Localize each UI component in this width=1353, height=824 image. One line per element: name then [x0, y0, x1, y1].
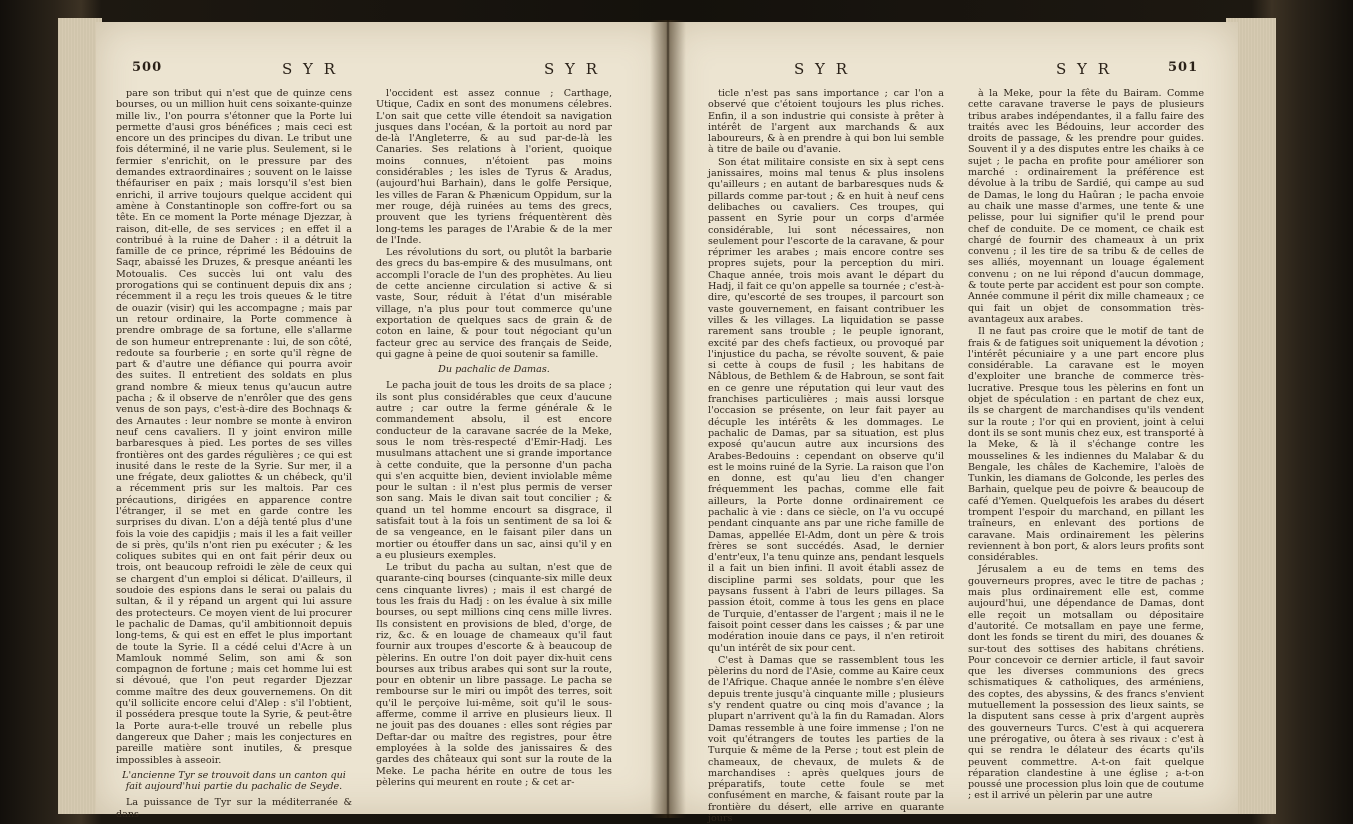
right-column-2: [968, 88, 1204, 803]
running-head: S Y R: [1056, 60, 1113, 78]
paragraph: Son état militaire consiste en six à sept cens janissaires, moins mal tenus & plus insolens qu'ailleurs ; en autant de barbaresques nuds & pillards comme par-tout ; & en huit à neuf cens delibaches ou cavaliers. Ces troupes, qui passent en Syrie pour un corps d'armée considérable, lui sont nécessaires, non seulement pour l'escorte de la caravane, & pour réprimer les arabes ; mais encore contre ses propres sujets, pour la perception du miri. Chaque année, trois mois avant le départ du Hadj, il fait ce qu'on appelle sa tournée ; c'est-à-dire, qu'escorté de ses troupes, il parcourt son vaste gouvernement, en faisant contribuer les villes & les villages. La liquidation se passe rarement sans trouble ; le peuple ignorant, excité par des chefs factieux, ou provoqué par l'injustice du pacha, se révolte souvent, & paie si cette à coups de fusil ; les habitans de Nâblous, de Bethlem & de Habroun, se sont fait en ce genre une réputation qui leur vaut des franchises particulières ; mais aussi lorsque l'occasion se présente, on leur fait payer au décuple les intérêts & les dommages. Le pachalic de Damas, par sa situation, est plus exposé qu'aucun autre aux incursions des Arabes-Bedouins : cependant on observe qu'il est le moins ruiné de la Syrie. La raison que l'on en donne, est qu'au lieu d'en changer fréquemment les pachas, comme elle fait ailleurs, la Porte donne ordinairement ce pachalic à vie : dans ce siècle, on l'a vu occupé pendant cinquante ans par une riche famille de Damas, appellée El-Adm, dont un père & trois frères se sont succédés. Asad, le dernier d'entr'eux, l'a tenu quinze ans, pendant lesquels il a fait un bien infini. Il avoit établi assez de discipline parmi ses soldats, pour que les paysans fussent à l'abri de leurs pillages. Sa passion étoit, comme à tous les gens en place de Turquie, d'entasser de l'argent ; mais il ne le faisoit point cesser dans les caisses ; & par une modération inouie dans ce pays, il n'en retiroit qu'un intérêt de six pour cent.: [708, 156, 944, 654]
paragraph: ticle n'est pas sans importance ; car l'on a observé que c'étoient toujours les plus riches. Enfin, il a son industrie qui consiste à prêter à intérêt de l'argent aux marchands & aux laboureurs, & à en prendre à qui bon lui semble à titre de baile ou d'avanie.: [708, 88, 944, 156]
paragraph: Le pacha jouit de tous les droits de sa place ; ils sont plus considérables que ceux d'aucune autre ; car outre la ferme générale & le commandement absolu, il est encore conducteur de la caravane sacrée de la Meke, sous le nom très-respecté d'Emir-Hadj. Les musulmans attachent une si grande importance à cette conduite, que la personne d'un pacha qui s'en acquitte bien, devient inviolable même pour le sultan : il n'est plus permis de verser son sang. Mais le divan sait tout concilier ; & quand un tel homme encourt sa disgrace, il satisfait tout à la fois un sentiment de sa loi & de sa vengeance, en le faisant piler dans un mortier ou étouffer dans un sac, ainsi qu'il y en a eu plusieurs exemples.: [376, 380, 612, 561]
book-gutter: [650, 20, 686, 818]
paragraph: Le tribut du pacha au sultan, n'est que de quarante-cinq bourses (cinquante-six mille deux cens cinquante livres) ; mais il est chargé de tous les frais du Hadj : on les évalue à six mille bourses, ou sept millions cinq cens mille livres. Ils consistent en provisions de bled, d'orge, de riz, &c. & en louage de chameaux qu'il faut fournir aux troupes d'escorte & à beaucoup de pèlerins. En outre l'on doit payer dix-huit cens bourses aux tribus arabes qui sont sur la route, pour en obtenir un libre passage. Le pacha se rembourse sur le miri ou impôt des terres, soit qu'il le perçoive lui-même, soit qu'il le sous-afferme, comme il arrive en plusieurs lieux. Il ne jouit pas des douanes : elles sont régies par Deftar-dar ou maître des registres, pour être employées à la solde des janissaires & des gardes des châteaux qui sont sur la route de la Meke. Le pacha hérite en outre de tous les pèlerins qui meurent en route ; & cet ar-: [376, 562, 612, 788]
paragraph: l'occident est assez connue ; Carthage, Utique, Cadix en sont des monumens célebres. L'on sait que cette ville étendoit sa navigation jusques dans l'océan, & la portoit au nord par de-là l'Angleterre, & au sud par-de-là les Canaries. Ses relations à l'orient, quoique moins connues, n'étoient pas moins considérables ; les isles de Tyrus & Aradus, (aujourd'hui Barhain), dans le golfe Persique, les villes de Faran & Phænicum Oppidum, sur la mer rouge, déjà ruinées au tems des grecs, prouvent que les tyriens fréquentèrent dès long-tems les parages de l'Arabie & de la mer de l'Inde.: [376, 88, 612, 246]
paragraph: Il ne faut pas croire que le motif de tant de frais & de fatigues soit uniquement la dévotion ; l'intérêt pécuniaire y a une part encore plus considérable. La caravane est le moyen d'exploiter une branche de commerce très-lucrative. Presque tous les pèlerins en font un objet de spéculation : en partant de chez eux, ils se chargent de marchandises qu'ils vendent sur la route ; l'or qui en provient, joint à celui dont ils se sont munis chez eux, est transporté à la Meke, & là il s'échange contre les mousselines & les indiennes du Malabar & du Bengale, les châles de Kachemire, l'aloès de Tunkin, les diamans de Golconde, les perles des Barhain, quelque peu de poivre & beaucoup de café d'Yemen. Quelquefois les arabes du désert trompent l'espoir du marchand, en pillant les traîneurs, en enlevant des portions de caravane. Mais ordinairement les pèlerins reviennent à bon port, & alors leurs profits sont considérables.: [968, 326, 1204, 564]
paragraph: La puissance de Tyr sur la méditerranée & dans: [116, 797, 352, 820]
left-column-2: [376, 88, 612, 789]
left-page: [96, 22, 668, 820]
paragraph: pare son tribut qui n'est que de quinze cens bourses, ou un million huit cens soixante-quinze mille liv., l'on pourra s'étonner que la Porte lui permette d'ausi gros bénéfices ; mais ceci est encore un des principes du divan. Le tribut une fois déterminé, il ne varie plus. Seulement, si le fermier s'enrichit, on le pressure par des demandes extraordinaires ; souvent on le laisse théfauriser en paix ; mais lorsqu'il s'est bien enrichi, il arrive toujours quelque accident qui amène à Constantinople son coffre-fort ou sa tête. En ce moment la Porte ménage Djezzar, à raison, dit-elle, de ses services ; en effet il a contribué à la ruine de Daher : il a détruit la famille de ce prince, réprimé les Bédouins de Saqr, abaissé les Druzes, & presque anéanti les Motoualis. Ces succès lui ont valu des prorogations qui se continuent depuis dix ans ; récemment il a reçu les trois queues & le titre de ouazir (visir) qui les accompagne ; mais par un retour ordinaire, la Porte commence à prendre ombrage de sa fortune, elle s'allarme de son humeur entreprenante : lui, de son côté, redoute sa fourberie ; en sorte qu'il règne de part & d'autre une défiance qui pourra avoir des suites. Il entretient des soldats en plus grand nombre & mieux tenus qu'aucun autre pacha ; & il observe de n'enrôler que des gens venus de son pays, c'est-à-dire des Bochnaqs & des Arnautes : leur nombre se monte à environ neuf cens cavaliers. Il y joint environ mille barbaresques à pied. Les portes de ses villes frontières ont des gardes régulières ; ce qui est inusité dans le reste de la Syrie. Sur mer, il a une frégate, deux galiottes & un chébeck, qu'il a récemment pris sur les maltois. Par ces précautions, dirigées en apparence contre l'étranger, il se met en garde contre les surprises du divan. L'on a déjà tenté plus d'une fois la voie des capidjis ; mais il les a fait veiller de si près, qu'ils n'ont rien pu exécuter ; & les coliques subites qui en ont fait périr deux ou trois, ont beaucoup refroidi le zèle de ceux qui se chargent d'un emploi si délicat. D'ailleurs, il soudoie des espions dans le serai ou palais du sultan, & il y répand un argent qui lui assure des protecteurs. Ce moyen vient de lui procurer le pachalic de Damas, qu'il ambitionnoit depuis long-tems, & qui est en effet le plus important de toute la Syrie. Il a cédé celui d'Acre à un Mamlouk nommé Selim, son ami & son compagnon de fortune ; mais cet homme lui est si dévoué, que l'on peut regarder Djezzar comme maître des deux gouvernemens. On dit qu'il sollicite encore celui d'Alep : s'il l'obtient, il possédera presque toute la Syrie, & peut-être la Porte aura-t-elle trouvé un rebelle plus dangereux que Daher ; mais les conjectures en pareille matière sont inutiles, & presque impossibles à asseoir.: [116, 88, 352, 766]
section-title: Du pachalic de Damas.: [438, 364, 550, 376]
page-number: 501: [1168, 60, 1199, 75]
running-head: S Y R: [282, 60, 339, 78]
italic-caption: L'ancienne Tyr se trouvoit dans un canton qui fait aujourd'hui partie du pachalic de Seyde.: [122, 769, 346, 793]
paragraph: Jérusalem a eu de tems en tems des gouverneurs propres, avec le titre de pachas ; mais plus ordinairement elle est, comme aujourd'hui, une dépendance de Damas, dont elle reçoit un motsallam ou dépositaire d'autorité. Ce motsallam en paye une ferme, dont les fonds se tirent du miri, des douanes & sur-tout des sottises des habitans chrétiens. Pour concevoir ce dernier article, il faut savoir que les diverses communions des grecs schismatiques & catholiques, des arméniens, des coptes, des abyssins, & des francs s'envient mutuellement la possession des lieux saints, se la disputent sans cesse à prix d'argent auprès des gouverneurs Turcs. C'est à qui acquerera une prérogative, ou ôtera à ses rivaux : c'est à qui se rendra le délateur des écarts qu'ils peuvent commettre. A-t-on fait quelque réparation clandestine à une église ; a-t-on poussé une procession plus loin que de coutume ; est il arrivé un pèlerin par une autre: [968, 564, 1204, 802]
left-column-1: [116, 88, 352, 821]
paragraph: Les révolutions du sort, ou plutôt la barbarie des grecs du bas-empire & des musulmans, ont accompli l'oracle de l'un des prophètes. Au lieu de cette ancienne circulation si active & si vaste, Sour, réduit à l'état d'un misérable village, n'a plus pour tout commerce qu'une exportation de quelques sacs de grain & de coton en laine, & pour tout négociant qu'un facteur grec au service des français de Seide, qui gagne à peine de quoi soutenir sa famille.: [376, 247, 612, 360]
paragraph: C'est à Damas que se rassemblent tous les pèlerins du nord de l'Asie, comme au Kaire ceux de l'Afrique. Chaque année le nombre s'en élève depuis trente jusqu'à cinquante mille ; plusieurs s'y rendent quatre ou cinq mois d'avance ; la plupart n'arrivent qu'à la fin du Ramadan. Alors Damas ressemble à une foire immense ; l'on ne voit qu'étrangers de toutes les parties de la Turquie & même de la Perse ; tout est plein de chameaux, de chevaux, de mulets & de marchandises : après quelques jours de préparatifs, toute cette foule se met confusément en marche, & faisant route par la frontière du désert, elle arrive en quarante jours: [708, 654, 944, 824]
paragraph: à la Meke, pour la fête du Bairam. Comme cette caravane traverse le pays de plusieurs tribus arabes indépendantes, il a fallu faire des traités avec les Bédouins, leur accorder des droits de passage, & les prendre pour guides. Souvent il y a des disputes entre les chaiks à ce sujet ; le pacha en profite pour améliorer son marché : ordinairement la préférence est dévolue à la tribu de Sardié, qui campe au sud de Damas, le long du Haûran ; le pacha envoie au chaik une masse d'armes, une tente & une pelisse, pour lui signifier qu'il le prend pour chef de conduite. De ce moment, ce chaik est chargé de fournir des chameaux à un prix convenu ; il les tire de sa tribu & de celles de ses alliés, moyennant un louage également convenu ; on ne lui répond d'aucun dommage, & toute perte par accident est pour son compte. Année commune il périt dix mille chameaux ; ce qui fait un objet de consommation très-avantageux aux arabes.: [968, 88, 1204, 325]
page-number: 500: [132, 60, 163, 75]
right-column-1: [708, 88, 944, 824]
running-head: S Y R: [544, 60, 601, 78]
running-head: S Y R: [794, 60, 851, 78]
right-page: [668, 22, 1238, 824]
